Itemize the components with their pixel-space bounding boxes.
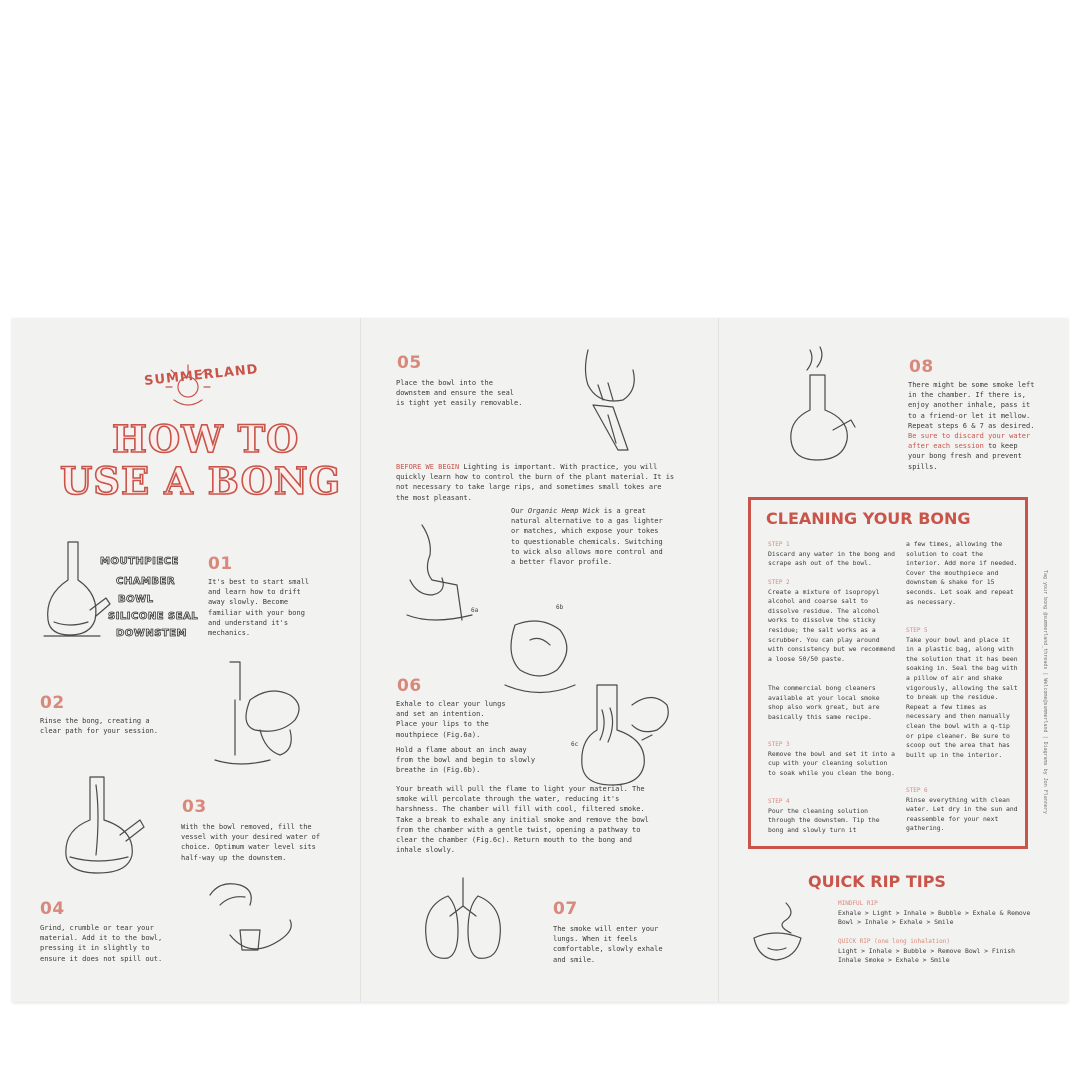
figure-6b-label: 6b [556,604,564,611]
step-04-number: 04 [40,899,65,919]
cleaning-step-2-text: Create a mixture of isopropyl alcohol and coarse salt to dissolve residue. The alcohol works to dissolve the sticky residue; the salt works as a scrubber. You can play around with consistency but we recommend a loose 50/50 paste. [768,587,895,663]
step-05-number: 05 [397,353,422,373]
removing-bowl-icon [572,680,682,790]
before-we-begin-body: Lighting is important. With practice, you will quickly learn how to control the burn of the plant material. It is not necessary to take large rips, and sometimes small tokes are the most pleasant. [396,463,675,502]
sidebar-credits: Tag your bong @summerland_threads | Welcome@summerland | Diagrams by Jon Flannery [1042,570,1048,814]
step-03-text: With the bowl removed, fill the vessel with your desired water of choice. Optimum water level sits half-way up the downstem. [181,823,321,862]
before-we-begin-label: BEFORE WE BEGIN [396,463,460,471]
cleaning-step-5-text: Take your bowl and place it in a plastic bag, along with the solution that it has been soaking in. Seal the bag with a pillow of air and shake vigorously, allowing the salt to break up the residue. Repeat a few times as necessary and then manually clean the bowl with a q-tip or pipe cleaner. Be sure to scoop out the area that has built up in the interior. [906,635,1018,759]
cleaning-step-2-note: The commercial bong cleaners available at your local smoke shop also work great, but are basically this same recipe. [768,684,880,721]
bong-anatomy-icon [40,540,120,640]
brand-logo: SUMMERLAND [143,362,260,389]
figure-6c-label: 6c [571,741,579,748]
cleaning-step-6-label: STEP 6 [906,787,928,794]
cleaning-step-3 [768,740,896,778]
step-06-number: 06 [397,676,422,696]
hemp-wick-text [511,506,671,567]
quick-rip-text: Light > Inhale > Bubble > Remove Bowl > Finish Inhale Smoke > Exhale > Smile [838,946,1015,965]
person-mouthpiece-icon [402,520,482,630]
filling-water-icon [60,775,170,875]
mindful-rip-label: MINDFUL RIP [838,900,878,907]
step-06-text-2: Hold a flame about an inch away from the bowl and begin to slowly breathe in (Fig.6b). [396,746,536,775]
step-06-text-1: Exhale to clear your lungs and set an intention. Place your lips to the mouthpiece (Fig.6a). [396,700,506,739]
quick-rip-title: QUICK RIP TIPS [808,872,946,891]
fold-line-1 [360,318,361,1002]
label-downstem: DOWNSTEM [116,628,188,639]
step-08-tail: to keep your bong fresh and prevent spills. [908,442,1022,471]
hemp-wick-product: Organic Hemp Wick [527,507,600,515]
step-04-text: Grind, crumble or tear your material. Add it to the bowl, pressing it in slightly to ensure it does not spill out. [40,924,163,963]
hemp-wick-pre: Our [511,507,528,515]
cleaning-step-4-label: STEP 4 [768,798,790,805]
step-07-text: The smoke will enter your lungs. When it feels comfortable, slowly exhale and smile. [553,925,663,964]
smoking-bowl-icon [746,898,816,968]
label-bowl: BOWL [118,594,154,605]
label-chamber: CHAMBER [116,576,176,587]
step-06-text-3: Your breath will pull the flame to light your material. The smoke will percolate through the water, reducing it's harshness. The chamber will fill with cool, filtered smoke. Take a break to exhale any initial smoke and remove the bowl from the chamber with a gentle twist, opening a pathway to clear the chamber (Fig.6c). Return mouth to the bong and inhale slowly. [396,785,649,855]
title-line-1: HOW TO [112,417,300,461]
cleaning-step-4 [768,797,896,835]
step-03-number: 03 [182,797,207,817]
label-mouthpiece: MOUTHPIECE [100,556,179,567]
cleaning-step-3-text: Remove the bowl and set it into a cup with your cleaning solution to soak while you clean the bong. [768,749,895,777]
cleaning-step-1-text: Discard any water in the bong and scrape ash out of the bowl. [768,549,895,568]
before-we-begin-text [396,462,676,503]
packing-bowl-icon [200,875,300,965]
cleaning-step-5-label: STEP 5 [906,627,928,634]
step-07-number: 07 [553,899,578,919]
mindful-rip [838,899,1038,928]
title-line-2: USE A BONG [60,459,342,503]
step-01-text: It's best to start small and learn how to drift away slowly. Become familiar with your bong and understand it's mechanics. [208,578,310,638]
cleaning-title: CLEANING YOUR BONG [766,509,971,528]
cleaning-step-4-continued: a few times, allowing the solution to coat the interior. Add more if needed. Cover the mouthpiece and downstem & shake for 15 seconds. Let soak and repeat as necessary. [906,540,1018,606]
step-08-body: There might be some smoke left in the chamber. If there is, enjoy another inhale, pass it to a friend-or let it mellow. Repeat steps 6 & 7 as desired. [908,381,1035,430]
cleaning-step-6 [906,786,1020,834]
step-08-number: 08 [909,357,934,377]
smoking-bong-icon [785,345,875,465]
quick-rip [838,937,1038,966]
hemp-wick-post: is a great natural alternative to a gas lighter or matches, which expose your tokes to questionable chemicals. Switching to wick also allows more control and a better flavor profile. [511,507,663,567]
step-08-text [908,380,1036,472]
step-05-text: Place the bowl into the downstem and ensure the seal is tight yet easily removable. [396,379,523,408]
cleaning-step-5 [906,626,1020,760]
cleaning-step-2 [768,578,896,664]
quick-rip-label: QUICK RIP (one long inhalation) [838,938,950,945]
step-02-number: 02 [40,693,65,713]
lungs-icon [418,876,508,966]
figure-6a-label: 6a [471,607,479,614]
cleaning-step-1 [768,540,896,569]
step-08-warning: Be sure to discard your water after each session [908,432,1031,451]
step-02-text: Rinse the bong, creating a clear path for your session. [40,717,159,736]
cleaning-step-2-label: STEP 2 [768,579,790,586]
placing-bowl-icon [568,345,648,455]
cleaning-step-3-label: STEP 3 [768,741,790,748]
fold-line-2 [718,318,719,1002]
label-silicone-seal: SILICONE SEAL [108,611,199,622]
cleaning-step-1-label: STEP 1 [768,541,790,548]
cleaning-step-6-text: Rinse everything with clean water. Let dry in the sun and reassemble for your next gathering. [906,795,1018,833]
step-01-number: 01 [208,554,233,574]
mindful-rip-text: Exhale > Light > Inhale > Bubble > Exhale & Remove Bowl > Inhale > Exhale > Smile [838,908,1031,927]
rinsing-hands-icon [210,660,320,770]
cleaning-step-4-text: Pour the cleaning solution through the downstem. Tip the bong and slowly turn it [768,806,880,834]
